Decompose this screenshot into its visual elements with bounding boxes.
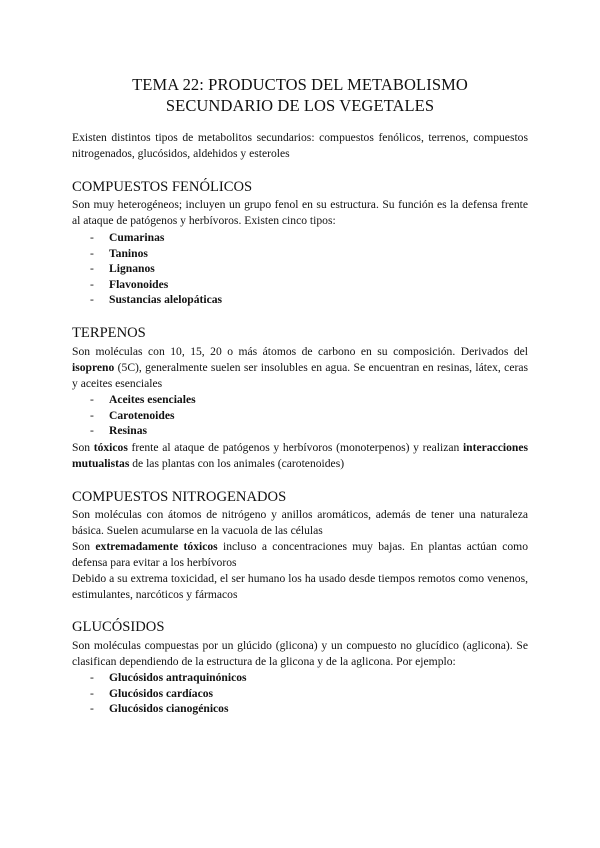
heading-terpenos: TERPENOS bbox=[72, 325, 146, 341]
fenolicos-paragraph: Son muy heterogéneos; incluyen un grupo fenol en su estructura. Su función es la defensa frente al ataque de patógenos y herbívoros. Existen cinco tipos: bbox=[72, 198, 528, 227]
list-item: - Carotenoides bbox=[90, 408, 175, 422]
terpenos-paragraph: Son moléculas con 10, 15, 20 o más átomos de carbono en su composición. Derivados del isopreno (5C), generalmente suelen ser insolubles en agua. Se encuentran en resinas, látex, ceras y aceites esenciales bbox=[72, 345, 528, 390]
list-item-label: Sustancias alelopáticas bbox=[109, 293, 223, 307]
glucosidos-list bbox=[90, 670, 510, 717]
heading-compuestos-fenolicos: COMPUESTOS FENÓLICOS bbox=[72, 179, 253, 195]
nitrogenados-paragraph-1: Son moléculas con átomos de nitrógeno y anillos aromáticos, además de tener una naturaleza básica. Suelen acumularse en la vacuola de las células bbox=[72, 508, 528, 537]
terpenos-list bbox=[90, 392, 510, 439]
nitrogenados-paragraph-2: Son extremadamente tóxicos incluso a concentraciones muy bajas. En plantas actúan como defensa para evitar a los herbívoros bbox=[72, 540, 528, 569]
list-item: - Resinas bbox=[90, 424, 148, 438]
list-item-label: Aceites esenciales bbox=[109, 393, 196, 406]
glucosidos-paragraph: Son moléculas compuestas por un glúcido (glicona) y un compuesto no glucídico (aglicona). Se clasifican dependiendo de la estructura de la glicona y de la aglicona. Por ejemplo: bbox=[72, 639, 528, 668]
list-item-label: Carotenoides bbox=[109, 408, 175, 422]
list-item-label: Resinas bbox=[109, 424, 148, 438]
list-item: - Sustancias alelopáticas bbox=[90, 293, 223, 307]
intro-paragraph: Existen distintos tipos de metabolitos secundarios: compuestos fenólicos, terrenos, compuestos nitrogenados, glucósidos, aldehidos y esteroles bbox=[72, 131, 528, 160]
nitrogenados-paragraph-3: Debido a su extrema toxicidad, el ser humano los ha usado desde tiempos remotos como venenos, estimulantes, narcóticos y fármacos bbox=[72, 572, 528, 601]
list-item-label: Glucósidos cianogénicos bbox=[109, 702, 229, 716]
list-item: - Glucósidos antraquinónicos bbox=[90, 671, 247, 684]
list-item-label: Flavonoides bbox=[109, 277, 169, 291]
fenolicos-list bbox=[90, 230, 510, 308]
list-item-label: Glucósidos antraquinónicos bbox=[109, 671, 247, 684]
terpenos-paragraph-2: Son tóxicos frente al ataque de patógenos y herbívoros (monoterpenos) y realizan interacciones mutualistas de las plantas con los animales (carotenoides) bbox=[72, 441, 528, 470]
document-title bbox=[0, 74, 600, 116]
list-item: - Glucósidos cardíacos bbox=[90, 686, 214, 700]
heading-compuestos-nitrogenados: COMPUESTOS NITROGENADOS bbox=[72, 489, 287, 505]
list-item-label: Glucósidos cardíacos bbox=[109, 686, 214, 700]
title-line-1: TEMA 22: PRODUCTOS DEL METABOLISMO bbox=[132, 75, 468, 94]
list-item: - Glucósidos cianogénicos bbox=[90, 702, 229, 716]
title-line-2: SECUNDARIO DE LOS VEGETALES bbox=[165, 96, 435, 115]
list-item: - Lignanos bbox=[90, 262, 155, 276]
list-item: - Aceites esenciales bbox=[90, 393, 196, 406]
list-item-label: Taninos bbox=[109, 246, 148, 260]
list-item: - Cumarinas bbox=[90, 231, 165, 244]
list-item: - Flavonoides bbox=[90, 277, 169, 291]
list-item-label: Cumarinas bbox=[109, 231, 165, 244]
heading-glucosidos: GLUCÓSIDOS bbox=[72, 619, 165, 635]
list-item-label: Lignanos bbox=[109, 262, 155, 276]
list-item: - Taninos bbox=[90, 246, 148, 260]
